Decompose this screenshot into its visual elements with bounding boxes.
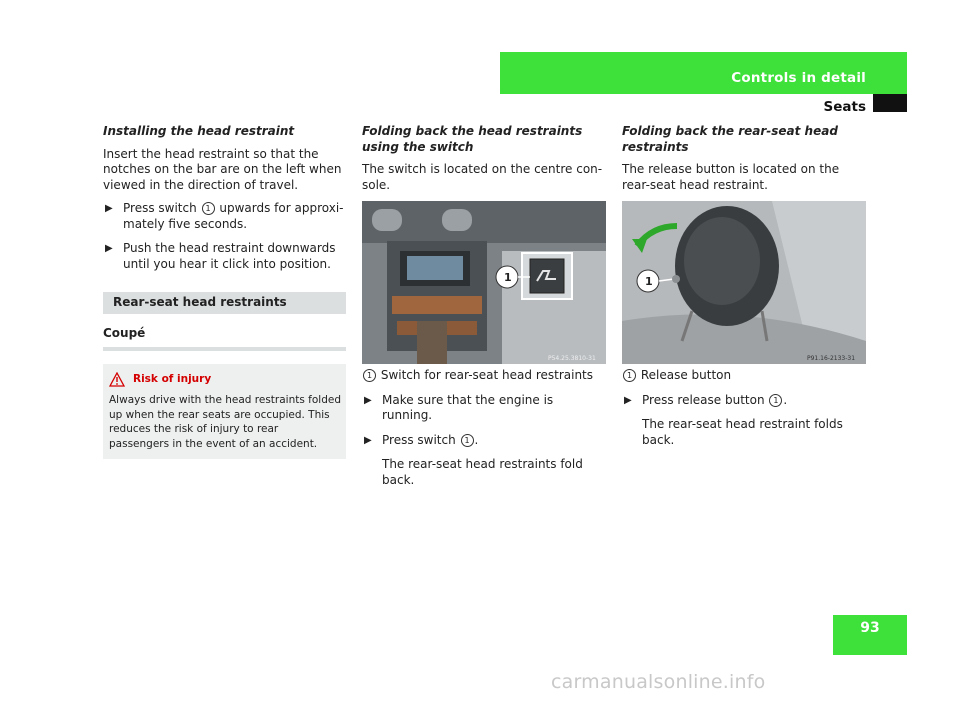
install-intro: Insert the head restraint so that the notches on the bar are on the left when viewed in the direction of travel.: [103, 146, 342, 192]
image-code: P91.16-2133-31: [807, 355, 856, 362]
callout-number: 1: [645, 275, 653, 288]
column-2: [362, 124, 606, 496]
step-item: ▶ Make sure that the engine is running.: [364, 392, 554, 422]
warning-triangle-icon: [109, 372, 125, 387]
arrow-icon: ▶: [105, 243, 113, 254]
image-code: P54.25.3810-31: [548, 355, 596, 362]
centre-console-image: [362, 201, 606, 364]
thumb-tab: [873, 94, 907, 112]
heading-switch: Folding back the head restraints using the switch: [362, 124, 583, 154]
callout-number: 1: [504, 271, 512, 284]
callout-1-icon: 1: [202, 202, 215, 215]
rear-seat-intro: The release button is located on the rear-seat head restraint.: [622, 162, 840, 192]
arrow-icon: ▶: [364, 394, 372, 406]
step-item: ▶ Press release button 1 .: [624, 392, 788, 407]
section-bar: Rear-seat head restraints: [103, 292, 346, 314]
warning-body: Always drive with the head restraints folded up when the rear seats are occupied. This reduces the risk of injury to rear passengers in the event of an accident.: [109, 394, 341, 450]
arrow-icon: ▶: [364, 434, 372, 446]
callout-1-icon: 1: [623, 369, 636, 382]
watermark-text: carmanualsonline.info: [551, 671, 766, 693]
warning-title: Risk of injury: [133, 373, 212, 386]
column-1: [103, 124, 346, 459]
switch-intro: The switch is located on the centre con-sole.: [362, 162, 603, 192]
step-item: ▶ Press switch 1 upwards for approxi-mately five seconds.: [105, 201, 344, 231]
callout-1-icon: 1: [461, 434, 474, 447]
figure-caption: 1 Switch for rear-seat head restraints: [362, 368, 606, 384]
column-3: [622, 124, 866, 456]
page-number: 93: [833, 615, 907, 655]
callout-1-icon: 1: [769, 394, 782, 407]
arrow-icon: ▶: [105, 203, 113, 214]
heading-install: Installing the head restraint: [103, 124, 295, 138]
result-text: The rear-seat head restraints fold back.: [382, 457, 583, 487]
warning-box: [103, 364, 346, 459]
arrow-icon: ▶: [624, 394, 632, 406]
figure-caption: 1 Release button: [622, 368, 866, 384]
warning-header: [109, 372, 341, 387]
heading-rear-seat: Folding back the rear-seat head restraints: [622, 124, 838, 154]
step-item: ▶ Press switch 1 .: [364, 432, 479, 447]
subheading-coupe: Coupé: [103, 325, 146, 340]
subsection-title: Seats: [823, 99, 866, 115]
callout-1-icon: 1: [363, 369, 376, 382]
head-restraint-image: [622, 201, 866, 364]
divider: [103, 347, 346, 351]
step-item: ▶ Push the head restraint downwards until you hear it click into position.: [105, 241, 336, 271]
section-title: Controls in detail: [731, 70, 866, 86]
result-text: The rear-seat head restraint folds back.: [642, 417, 843, 447]
